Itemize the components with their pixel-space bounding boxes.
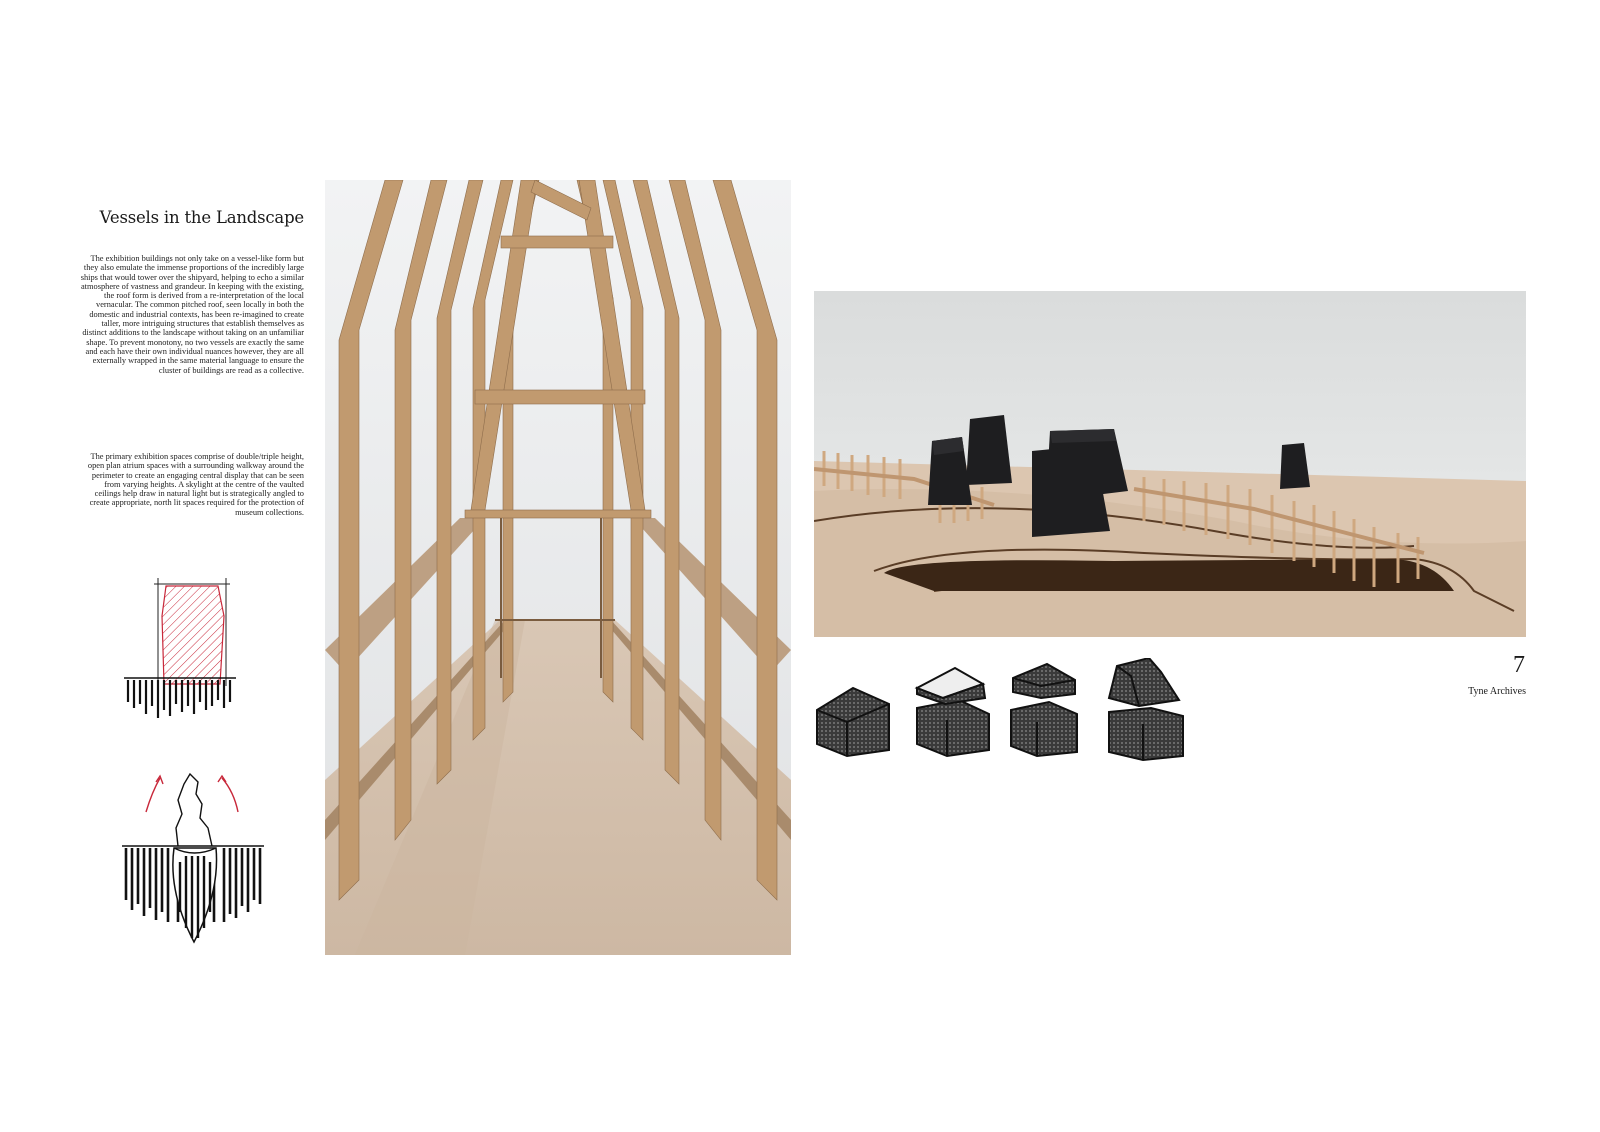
interior-frame-model-photo	[325, 180, 791, 955]
section-sketch-hatched	[118, 576, 238, 736]
page-title: Vessels in the Landscape	[99, 208, 304, 227]
site-model-photo	[814, 291, 1526, 637]
page-number: 7	[1513, 652, 1525, 678]
massing-sketches	[813, 658, 1203, 764]
footer-label: Tyne Archives	[1468, 686, 1526, 697]
body-paragraph-2: The primary exhibition spaces comprise of double/triple height, open plan atrium spaces with a surrounding walkway around the perimeter to create an engaging central display that can be seen from varying heights. A skylight at the centre of the vaulted ceilings help draw in natural light but is strategically angled to create appropriate, north lit spaces required for the protection of museum collections.	[87, 452, 304, 517]
iceberg-sketch	[118, 772, 268, 948]
body-paragraph-1: The exhibition buildings not only take on a vessel-like form but they also emulate the immense proportions of the incredibly large ships that would tower over the shipyard, helping to echo a similar atmosphere of vastness and grandeur. In keeping with the existing, the roof form is derived from a re-interpretation of the local vernacular. The common pitched roof, seen locally in both the domestic and industrial contexts, has been re-imagined to create taller, more intriguing structures that establish themselves as distinct additions to the landscape without taking on an unfamiliar shape. To prevent monotony, no two vessels are exactly the same and each have their own individual nuances however, they are all externally wrapped in the same material language to ensure the cluster of buildings are read as a collective.	[80, 254, 304, 375]
